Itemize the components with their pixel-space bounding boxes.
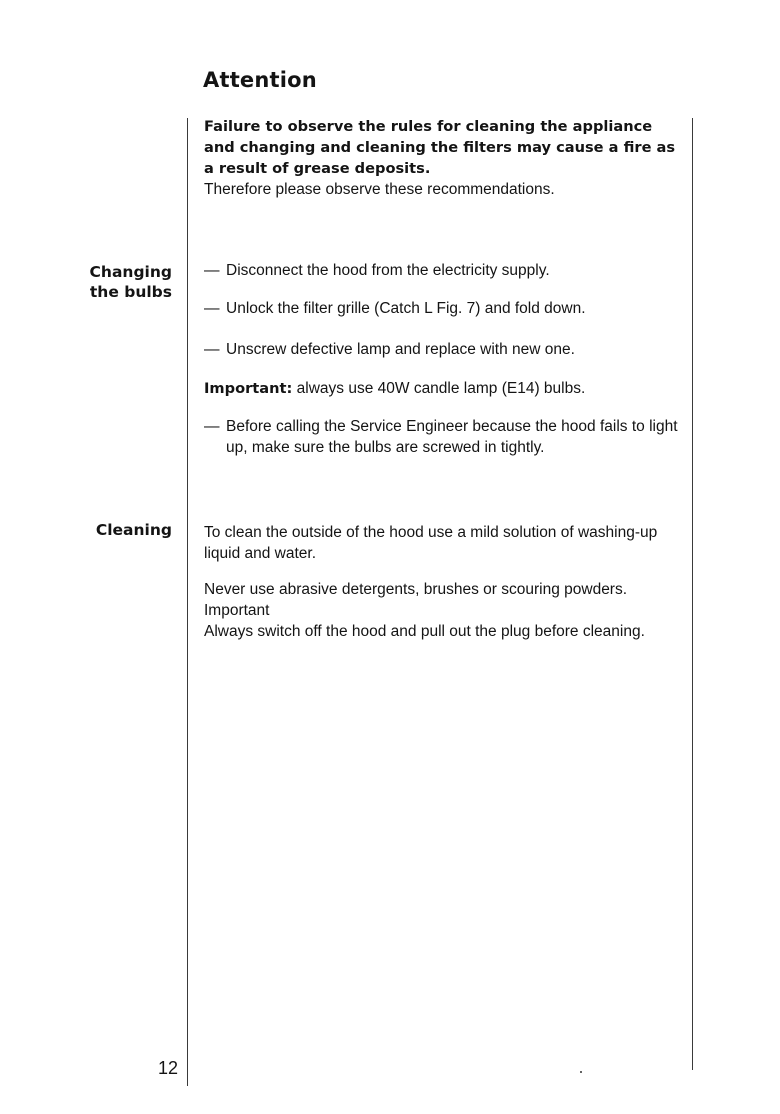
dash-marker: —	[204, 341, 220, 358]
cleaning-important: Important	[204, 602, 270, 619]
fire-warning: Failure to observe the rules for cleaning the appliance and changing and cleaning the filters may cause a fire as a result of grease deposits.	[204, 118, 676, 177]
right-margin-rule	[692, 118, 693, 1070]
bulb-step-2-text: Unlock the filter grille (Catch L Fig. 7) and fold down.	[226, 300, 586, 317]
cleaning-para-1: To clean the outside of the hood use a mild solution of washing-up liquid and water.	[204, 524, 658, 562]
dash-marker: —	[204, 262, 220, 279]
bulb-step-4	[204, 416, 682, 458]
bulb-step-4-text: Before calling the Service Engineer because the hood fails to light up, make sure the bulbs are screwed in tightly.	[226, 418, 678, 456]
important-label: Important:	[204, 380, 293, 397]
left-margin-rule	[187, 118, 188, 1086]
changing-bulbs-label	[52, 262, 172, 302]
cleaning-para-3: Always switch off the hood and pull out the plug before cleaning.	[204, 623, 645, 640]
cleaning-notes	[204, 579, 682, 642]
important-text: always use 40W candle lamp (E14) bulbs.	[296, 380, 586, 397]
dash-marker: —	[204, 300, 220, 317]
cleaning-para-2: Never use abrasive detergents, brushes or scouring powders.	[204, 581, 628, 598]
page-number: 12	[158, 1058, 179, 1078]
bulb-step-3	[204, 339, 682, 360]
attention-heading: Attention	[203, 68, 317, 92]
changing-bulbs-label-line1: Changing	[89, 263, 172, 281]
bulb-step-3-text: Unscrew defective lamp and replace with new one.	[226, 341, 575, 358]
bulb-step-2	[204, 298, 682, 319]
changing-bulbs-label-line2: the bulbs	[89, 283, 172, 301]
dash-marker: —	[204, 418, 220, 435]
bulb-step-1	[204, 260, 682, 281]
attention-section	[204, 116, 682, 200]
scan-speck	[580, 1071, 582, 1073]
cleaning-label: Cleaning	[95, 521, 172, 539]
recommendation-text: Therefore please observe these recommendations.	[204, 181, 555, 198]
bulb-important-note	[204, 378, 682, 399]
bulb-step-1-text: Disconnect the hood from the electricity supply.	[226, 262, 550, 279]
